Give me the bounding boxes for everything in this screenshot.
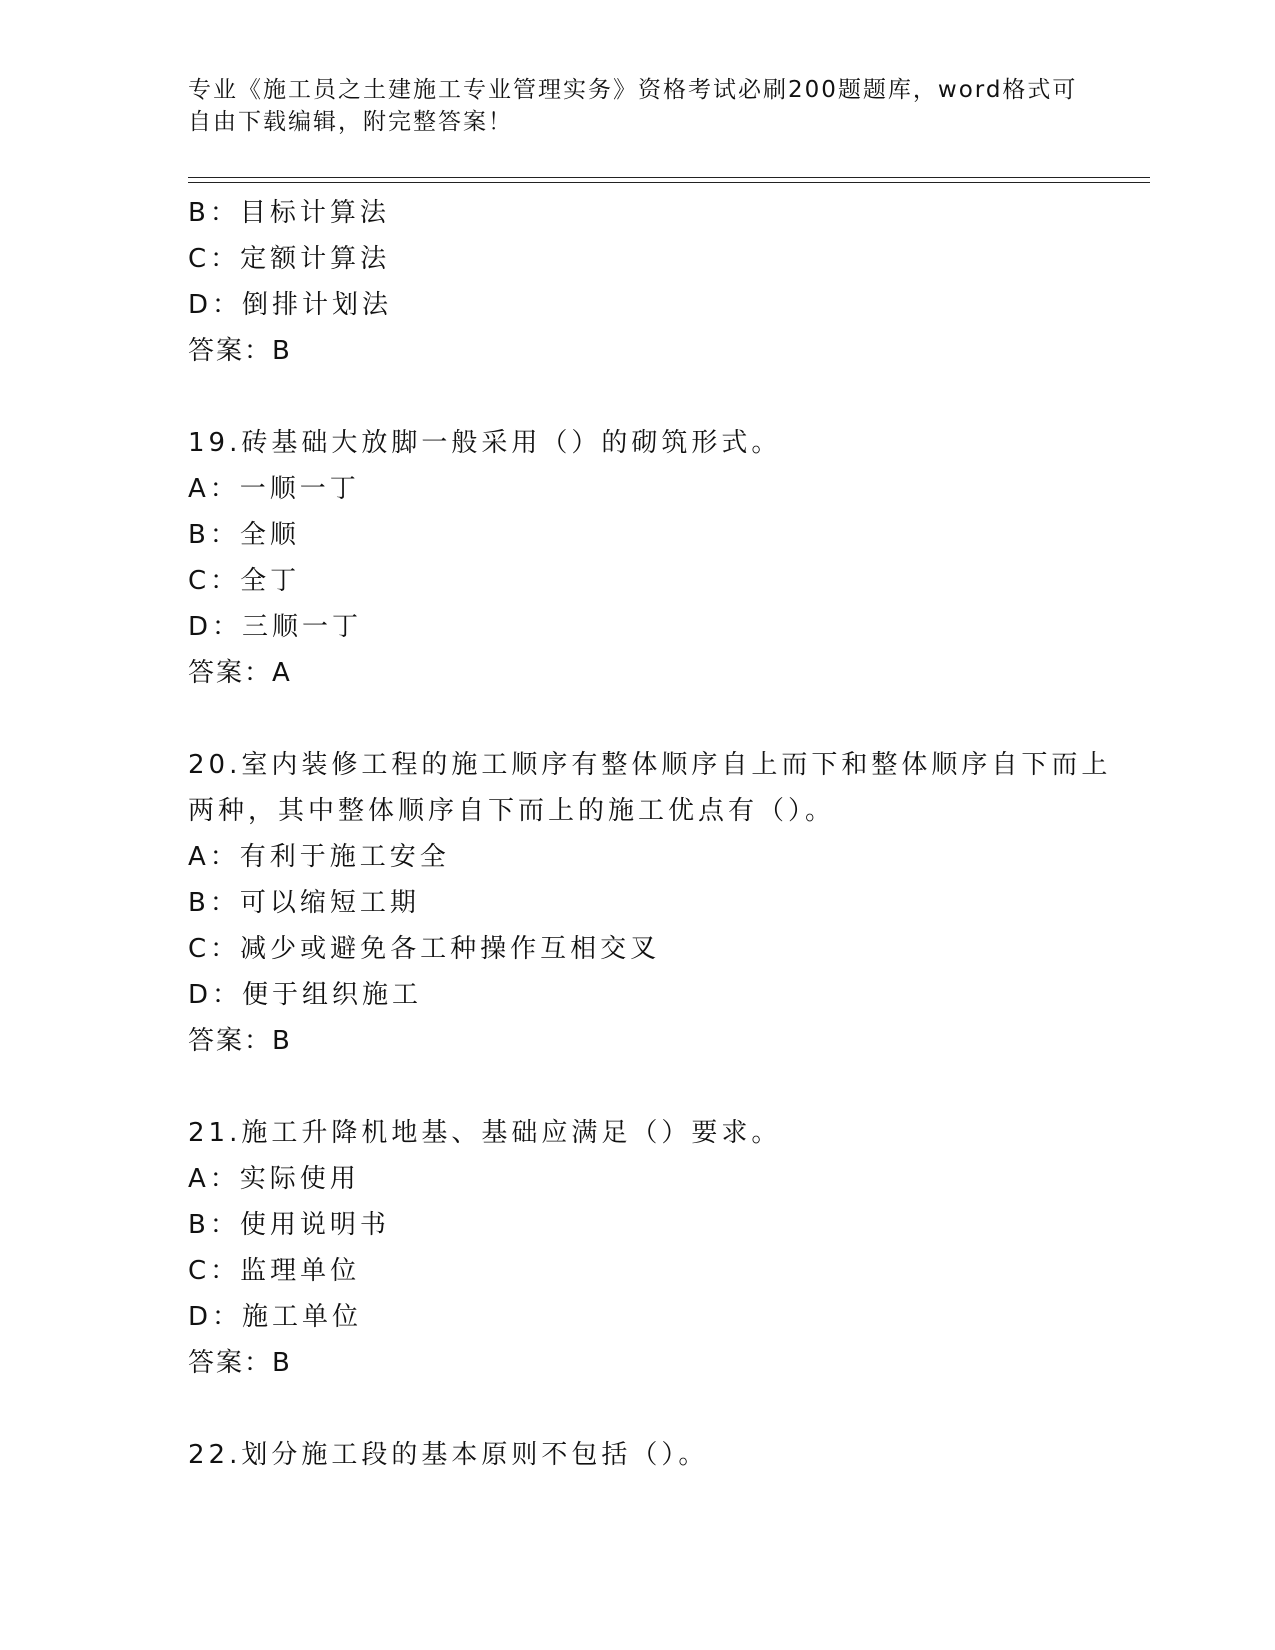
option-b: B：目标计算法 bbox=[188, 198, 390, 228]
option-a: A：实际使用 bbox=[188, 1164, 360, 1194]
option-d: D：施工单位 bbox=[188, 1302, 363, 1332]
question-stem-line-2: 两种，其中整体顺序自下而上的施工优点有（）。 bbox=[188, 796, 836, 826]
option-b: B：可以缩短工期 bbox=[188, 888, 420, 918]
spacer bbox=[188, 696, 1148, 742]
question-stem: 22.划分施工段的基本原则不包括（）。 bbox=[188, 1440, 709, 1470]
question-21 bbox=[188, 1110, 1148, 1386]
option-a: A：有利于施工安全 bbox=[188, 842, 450, 872]
question-stem-line-1: 20.室内装修工程的施工顺序有整体顺序自上而下和整体顺序自下而上 bbox=[188, 750, 1112, 780]
question-stem: 21.施工升降机地基、基础应满足（）要求。 bbox=[188, 1118, 782, 1148]
option-d: D：三顺一丁 bbox=[188, 612, 363, 642]
answer-line: 答案：B bbox=[188, 1026, 292, 1056]
header-line-2: 自由下载编辑，附完整答案！ bbox=[188, 109, 513, 135]
spacer bbox=[188, 1064, 1148, 1110]
answer-line: 答案：A bbox=[188, 658, 292, 688]
document-header bbox=[188, 74, 1088, 138]
option-c: C：定额计算法 bbox=[188, 244, 391, 274]
option-b: B：使用说明书 bbox=[188, 1210, 390, 1240]
option-c: C：监理单位 bbox=[188, 1256, 361, 1286]
option-d: D：倒排计划法 bbox=[188, 290, 393, 320]
question-stem: 19.砖基础大放脚一般采用（）的砌筑形式。 bbox=[188, 428, 782, 458]
spacer bbox=[188, 1386, 1148, 1432]
option-c: C：全丁 bbox=[188, 566, 301, 596]
question-18-continued bbox=[188, 190, 1148, 374]
answer-line: 答案：B bbox=[188, 336, 292, 366]
option-a: A：一顺一丁 bbox=[188, 474, 360, 504]
option-d: D：便于组织施工 bbox=[188, 980, 423, 1010]
question-20 bbox=[188, 742, 1148, 1064]
question-22 bbox=[188, 1432, 1148, 1478]
question-19 bbox=[188, 420, 1148, 696]
spacer bbox=[188, 374, 1148, 420]
header-divider-bottom bbox=[188, 182, 1150, 183]
option-b: B：全顺 bbox=[188, 520, 300, 550]
header-line-1: 专业《施工员之土建施工专业管理实务》资格考试必刷200题题库，word格式可 bbox=[188, 77, 1078, 103]
header-divider-top bbox=[188, 177, 1150, 178]
question-list bbox=[188, 190, 1148, 1478]
answer-line: 答案：B bbox=[188, 1348, 292, 1378]
option-c: C：减少或避免各工种操作互相交叉 bbox=[188, 934, 661, 964]
